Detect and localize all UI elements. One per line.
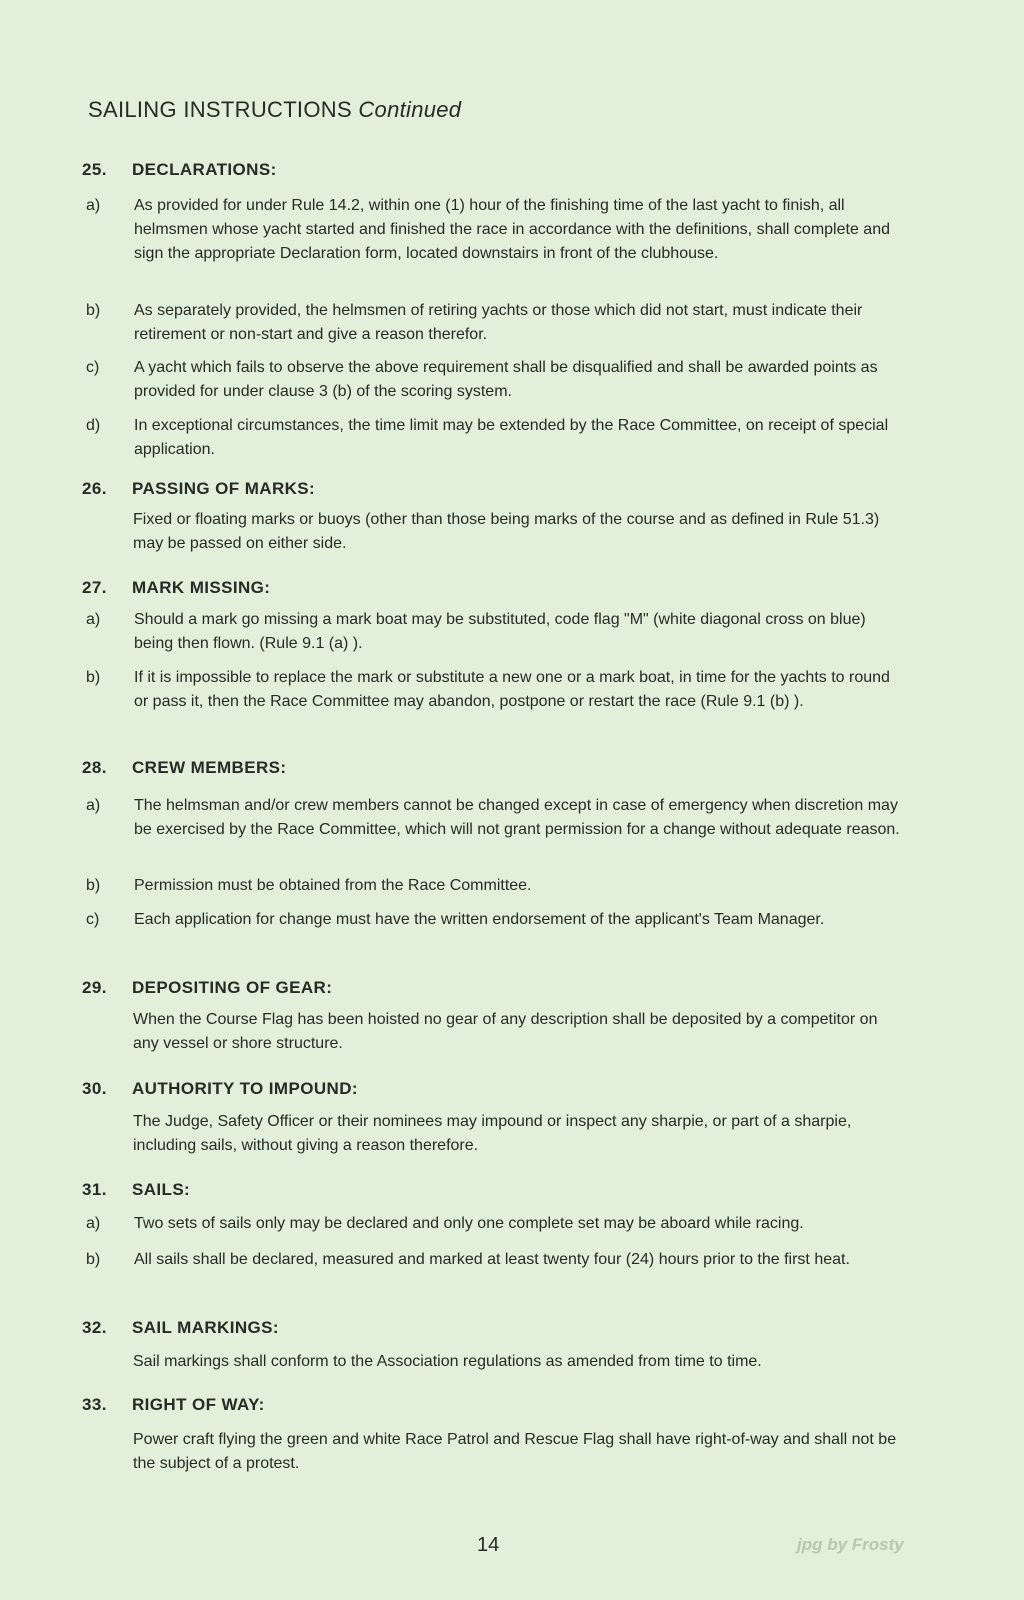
section-number: 27. — [82, 578, 107, 597]
item-text: If it is impossible to replace the mark or substitute a new one or a mark boat, in time for the yachts to round or pass it, then the Race Committee may abandon, postpone or restart the race (Rule 9.1 (b) ). — [134, 669, 890, 710]
item-text: A yacht which fails to observe the above requirement shall be disqualified and shall be awarded points as provided for under clause 3 (b) of the scoring system. — [134, 359, 878, 400]
section-heading — [82, 1180, 190, 1200]
item-text: Two sets of sails only may be declared and only one complete set may be aboard while racing. — [134, 1215, 804, 1232]
section-number: 29. — [82, 978, 107, 997]
section-title: SAIL MARKINGS: — [132, 1318, 279, 1337]
section-heading — [82, 978, 332, 998]
section-body: Sail markings shall conform to the Association regulations as amended from time to time. — [133, 1353, 762, 1370]
section-number: 30. — [82, 1079, 107, 1098]
item-label: b) — [86, 302, 101, 319]
section-number: 32. — [82, 1318, 107, 1337]
section-body: When the Course Flag has been hoisted no gear of any description shall be deposited by a competitor on any vessel or shore structure. — [133, 1011, 878, 1052]
section-title: SAILS: — [132, 1180, 191, 1199]
section-heading — [82, 1395, 265, 1415]
section-body: Power craft flying the green and white Race Patrol and Rescue Flag shall have right-of-way and shall not be the subject of a protest. — [133, 1431, 897, 1472]
section-title: DECLARATIONS: — [132, 160, 277, 179]
section-title: DEPOSITING OF GEAR: — [132, 978, 333, 997]
item-text: Should a mark go missing a mark boat may be substituted, code flag "M" (white diagonal cross on blue) being then flown. (Rule 9.1 (a) ). — [134, 611, 866, 652]
item-text: As separately provided, the helmsmen of retiring yachts or those which did not start, must indicate their retirement or non-start and give a reason therefor. — [134, 302, 863, 343]
item-label: a) — [86, 797, 101, 814]
item-label: d) — [86, 417, 101, 434]
section-heading — [82, 479, 315, 499]
section-body: The Judge, Safety Officer or their nominees may impound or inspect any sharpie, or part of a sharpie, including sails, without giving a reason therefore. — [133, 1113, 852, 1154]
item-label: c) — [86, 359, 100, 376]
section-heading — [82, 1318, 279, 1338]
section-title: AUTHORITY TO IMPOUND: — [132, 1079, 358, 1098]
item-label: a) — [86, 1215, 101, 1232]
item-text: In exceptional circumstances, the time limit may be extended by the Race Committee, on receipt of special application. — [134, 417, 889, 458]
item-text: As provided for under Rule 14.2, within one (1) hour of the finishing time of the last yacht to finish, all helmsmen whose yacht started and finished the race in accordance with the definitions, shall complete and sign the appropriate Declaration form, located downstairs in front of the clubhouse. — [134, 197, 890, 262]
page-title — [88, 97, 461, 123]
section-heading — [82, 1079, 358, 1099]
section-number: 25. — [82, 160, 107, 179]
page-title-suffix: Continued — [358, 97, 462, 122]
item-text: The helmsman and/or crew members cannot be changed except in case of emergency when discretion may be exercised by the Race Committee, which will not grant permission for a change without adequate reason. — [134, 797, 900, 838]
item-text: Each application for change must have the written endorsement of the applicant's Team Manager. — [134, 911, 825, 928]
section-title: CREW MEMBERS: — [132, 758, 287, 777]
section-title: MARK MISSING: — [132, 578, 271, 597]
section-number: 33. — [82, 1395, 107, 1414]
item-label: b) — [86, 669, 101, 686]
section-number: 31. — [82, 1180, 107, 1199]
item-label: a) — [86, 611, 101, 628]
section-heading — [82, 160, 277, 180]
page-number: 14 — [477, 1534, 500, 1556]
item-label: a) — [86, 197, 101, 214]
section-heading — [82, 758, 286, 778]
section-heading — [82, 578, 270, 598]
watermark-credit: jpg by Frosty — [797, 1535, 904, 1554]
item-text: Permission must be obtained from the Race Committee. — [134, 877, 532, 894]
section-number: 28. — [82, 758, 107, 777]
item-label: c) — [86, 911, 100, 928]
section-number: 26. — [82, 479, 107, 498]
item-label: b) — [86, 1251, 101, 1268]
section-body: Fixed or floating marks or buoys (other than those being marks of the course and as defined in Rule 51.3) may be passed on either side. — [133, 511, 880, 552]
section-title: PASSING OF MARKS: — [132, 479, 316, 498]
section-title: RIGHT OF WAY: — [132, 1395, 265, 1414]
item-label: b) — [86, 877, 101, 894]
page-title-main: SAILING INSTRUCTIONS — [88, 97, 352, 122]
item-text: All sails shall be declared, measured and marked at least twenty four (24) hours prior to the first heat. — [134, 1251, 850, 1268]
